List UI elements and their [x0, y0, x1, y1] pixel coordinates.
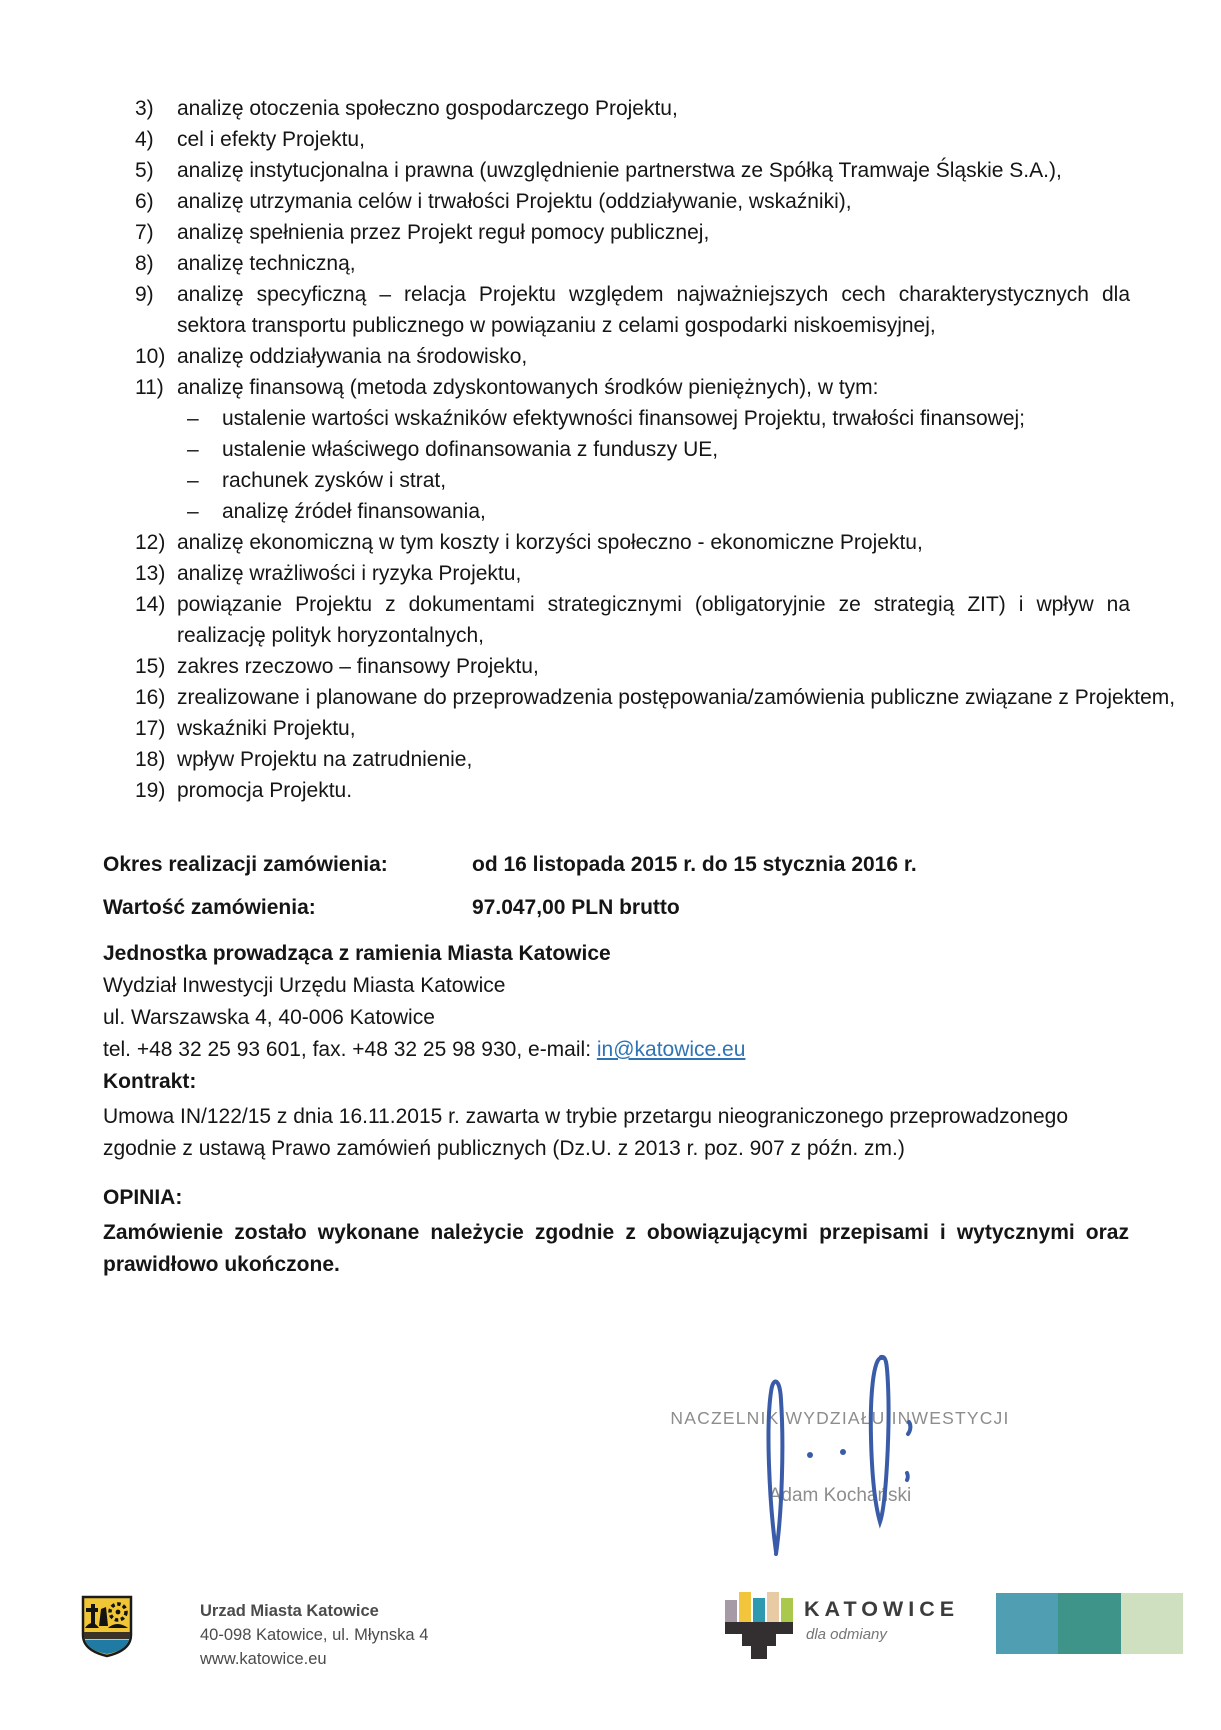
list-item-text: analizę techniczną, — [177, 252, 356, 275]
list-item-text: promocja Projektu. — [177, 779, 353, 802]
list-item — [103, 341, 1103, 372]
list-item-text: cel i efekty Projektu, — [177, 128, 365, 151]
list-item-number: 8) — [135, 252, 154, 275]
footer-org-address: 40-098 Katowice, ul. Młynska 4 — [200, 1626, 429, 1644]
katowice-coat-of-arms — [80, 1594, 134, 1660]
list-item-number: 16) — [135, 686, 166, 709]
list-item-number: 19) — [135, 779, 166, 802]
list-item — [103, 527, 1103, 558]
list-item — [103, 682, 1176, 713]
list-item-number: 13) — [135, 562, 166, 585]
list-item — [103, 279, 1130, 341]
footer-website: www.katowice.eu — [200, 1650, 327, 1668]
list-item-text: analizę instytucjonalna i prawna (uwzględnienie partnerstwa ze Spółką Tramwaje Śląskie S.A.), — [177, 159, 1062, 182]
list-item — [103, 186, 1103, 217]
list-item-text: analizę utrzymania celów i trwałości Projektu (oddziaływanie, wskaźniki), — [177, 190, 852, 213]
list-item-text: analizę źródeł finansowania, — [222, 500, 486, 523]
list-item — [103, 744, 1103, 775]
signature-ink — [560, 1330, 1120, 1580]
list-subitem — [103, 403, 1103, 434]
list-item-text: analizę spełnienia przez Projekt reguł pomocy publicznej, — [177, 221, 710, 244]
list-item-text: ustalenie wartości wskaźników efektywności finansowej Projektu, trwałości finansowej; — [222, 407, 1026, 430]
signature-stamp-name: Adam Kochański — [768, 1485, 912, 1506]
list-item-number: 12) — [135, 531, 166, 554]
list-item — [103, 589, 1130, 651]
footer-color-bar — [996, 1593, 1183, 1654]
unit-contact-row — [103, 1034, 745, 1066]
list-item-text: rachunek zysków i strat, — [222, 469, 447, 492]
list-item-number: 15) — [135, 655, 166, 678]
list-item-text: analizę wrażliwości i ryzyka Projektu, — [177, 562, 522, 585]
katowice-logo-subtitle: dla odmiany — [806, 1626, 887, 1643]
list-item-number: 4) — [135, 128, 154, 151]
list-subitem — [103, 496, 1103, 527]
katowice-logo-mark — [720, 1586, 810, 1666]
list-subitem — [103, 465, 1103, 496]
list-item — [103, 775, 1103, 806]
list-item — [103, 713, 1103, 744]
dash-bullet: – — [187, 407, 199, 430]
order-value-row — [103, 892, 1143, 924]
list-item — [103, 155, 1103, 186]
list-item — [103, 124, 1103, 155]
unit-contact-text: tel. +48 32 25 93 601, fax. +48 32 25 98 930, e-mail: — [103, 1038, 597, 1061]
list-item-text: wskaźniki Projektu, — [177, 717, 356, 740]
list-item-text: ustalenie właściwego dofinansowania z funduszy UE, — [222, 438, 719, 461]
list-subitem — [103, 434, 1103, 465]
list-item-number: 14) — [135, 593, 166, 616]
dash-bullet: – — [187, 500, 199, 523]
color-bar-segment — [1121, 1593, 1183, 1654]
order-period-value: od 16 listopada 2015 r. do 15 stycznia 2016 r. — [472, 853, 917, 876]
contract-heading: Kontrakt: — [103, 1070, 197, 1093]
list-item-number: 5) — [135, 159, 154, 182]
list-item — [103, 651, 1103, 682]
order-period-label: Okres realizacji zamówienia: — [103, 853, 388, 876]
list-item — [103, 248, 1103, 279]
katowice-logo-title: KATOWICE — [804, 1597, 960, 1621]
opinion-heading: OPINIA: — [103, 1186, 183, 1209]
dash-bullet: – — [187, 469, 199, 492]
order-value-label: Wartość zamówienia: — [103, 896, 316, 919]
list-item-number: 18) — [135, 748, 166, 771]
logo-pyramid — [725, 1622, 793, 1659]
footer-org-name: Urzad Miasta Katowice — [200, 1602, 379, 1620]
order-period-row — [103, 849, 1143, 881]
footer-org-block — [200, 1599, 428, 1671]
list-item — [103, 558, 1103, 589]
list-item — [103, 93, 1103, 124]
list-item-text: analizę specyficzną – relacja Projektu względem najważniejszych cech charakterystycznych dla sektora transportu publicznego w powiązaniu z celami gospodarki niskoemisyjnej, — [177, 283, 1130, 337]
opinion-text: Zamówienie zostało wykonane należycie zgodnie z obowiązującymi przepisami i wytycznymi oraz prawidłowo ukończone. — [103, 1221, 1129, 1276]
list-item-text: powiązanie Projektu z dokumentami strategicznymi (obligatoryjnie ze strategią ZIT) i wpływ na realizację polityk horyzontalnych, — [177, 593, 1130, 647]
list-item-text: zakres rzeczowo – finansowy Projektu, — [177, 655, 539, 678]
list-item-number: 10) — [135, 345, 166, 368]
signature-block — [560, 1330, 1120, 1580]
signature-stamp-title: NACZELNIK WYDZIAŁU INWESTYCJI — [670, 1408, 1010, 1428]
order-value-value: 97.047,00 PLN brutto — [472, 896, 680, 919]
list-item-text: zrealizowane i planowane do przeprowadzenia postępowania/zamówienia publiczne związane z Projektem, — [177, 686, 1176, 709]
contract-text: Umowa IN/122/15 z dnia 16.11.2015 r. zawarta w trybie przetargu nieograniczonego przeprowadzonego zgodnie z ustawą Prawo zamówień publicznych (Dz.U. z 2013 r. poz. 907 z późn. zm.) — [103, 1105, 1069, 1160]
list-item-number: 17) — [135, 717, 166, 740]
list-item-text: analizę finansową (metoda zdyskontowanych środków pieniężnych), w tym: — [177, 376, 879, 399]
list-item-text: analizę ekonomiczną w tym koszty i korzyści społeczno - ekonomiczne Projektu, — [177, 531, 923, 554]
list-item-number: 7) — [135, 221, 154, 244]
list-item-number: 3) — [135, 97, 154, 120]
list-item-number: 6) — [135, 190, 154, 213]
dash-bullet: – — [187, 438, 199, 461]
color-bar-segment — [1058, 1593, 1120, 1654]
signature-ink-dots — [807, 1449, 846, 1458]
list-item-text: analizę otoczenia społeczno gospodarczego Projektu, — [177, 97, 678, 120]
requirements-list — [103, 93, 1176, 806]
signature-ink-strokes — [769, 1357, 911, 1554]
email-link[interactable]: in@katowice.eu — [596, 1038, 746, 1061]
list-item-text: analizę oddziaływania na środowisko, — [177, 345, 528, 368]
color-bar-segment — [996, 1593, 1058, 1654]
list-item-number: 9) — [135, 283, 154, 306]
list-item — [103, 372, 1103, 403]
list-item-text: wpływ Projektu na zatrudnienie, — [177, 748, 473, 771]
list-item-number: 11) — [135, 376, 164, 399]
unit-address: ul. Warszawska 4, 40-006 Katowice — [103, 1006, 435, 1029]
unit-heading: Jednostka prowadząca z ramienia Miasta Katowice — [103, 942, 611, 965]
unit-department: Wydział Inwestycji Urzędu Miasta Katowice — [103, 974, 506, 997]
list-item — [103, 217, 1103, 248]
